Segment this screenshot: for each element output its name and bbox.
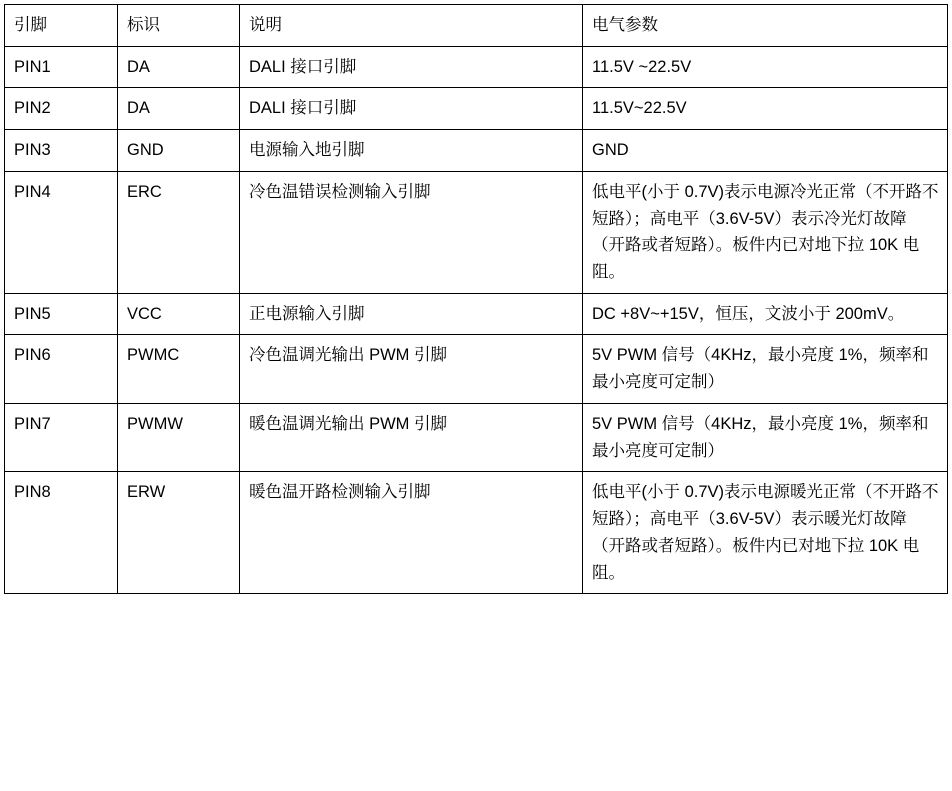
cell-description: 暖色温开路检测输入引脚 xyxy=(240,472,583,594)
cell-mark: ERW xyxy=(118,472,240,594)
cell-description: 电源输入地引脚 xyxy=(240,130,583,172)
cell-pin: PIN7 xyxy=(5,403,118,471)
table-row xyxy=(5,130,948,172)
cell-pin: PIN8 xyxy=(5,472,118,594)
table-row xyxy=(5,88,948,130)
cell-mark: ERC xyxy=(118,171,240,293)
cell-electrical: 低电平(小于 0.7V)表示电源冷光正常（不开路不短路）；高电平（3.6V-5V）表示冷光灯故障（开路或者短路）。板件内已对地下拉 10K 电阻。 xyxy=(583,171,948,293)
cell-electrical: GND xyxy=(583,130,948,172)
cell-electrical: 5V PWM 信号（4KHz，最小亮度 1%，频率和最小亮度可定制） xyxy=(583,335,948,403)
cell-description: 正电源输入引脚 xyxy=(240,293,583,335)
cell-mark: VCC xyxy=(118,293,240,335)
cell-electrical: 11.5V~22.5V xyxy=(583,88,948,130)
cell-pin: PIN1 xyxy=(5,46,118,88)
cell-mark: PWMC xyxy=(118,335,240,403)
column-header-pin: 引脚 xyxy=(5,5,118,47)
table-header-row xyxy=(5,5,948,47)
column-header-description: 说明 xyxy=(240,5,583,47)
table-row xyxy=(5,46,948,88)
table-row xyxy=(5,403,948,471)
column-header-electrical: 电气参数 xyxy=(583,5,948,47)
cell-electrical: DC +8V~+15V，恒压，文波小于 200mV。 xyxy=(583,293,948,335)
cell-mark: DA xyxy=(118,88,240,130)
column-header-mark: 标识 xyxy=(118,5,240,47)
table-row xyxy=(5,335,948,403)
cell-electrical: 5V PWM 信号（4KHz，最小亮度 1%，频率和最小亮度可定制） xyxy=(583,403,948,471)
cell-pin: PIN3 xyxy=(5,130,118,172)
cell-pin: PIN2 xyxy=(5,88,118,130)
cell-description: 暖色温调光输出 PWM 引脚 xyxy=(240,403,583,471)
cell-electrical: 低电平(小于 0.7V)表示电源暖光正常（不开路不短路）；高电平（3.6V-5V）表示暖光灯故障（开路或者短路）。板件内已对地下拉 10K 电阻。 xyxy=(583,472,948,594)
table-row xyxy=(5,293,948,335)
table-row xyxy=(5,171,948,293)
cell-pin: PIN4 xyxy=(5,171,118,293)
cell-mark: GND xyxy=(118,130,240,172)
cell-mark: DA xyxy=(118,46,240,88)
cell-mark: PWMW xyxy=(118,403,240,471)
cell-description: DALI 接口引脚 xyxy=(240,88,583,130)
cell-pin: PIN5 xyxy=(5,293,118,335)
table-row xyxy=(5,472,948,594)
pin-definition-table xyxy=(4,4,948,594)
cell-description: DALI 接口引脚 xyxy=(240,46,583,88)
cell-description: 冷色温调光输出 PWM 引脚 xyxy=(240,335,583,403)
cell-electrical: 11.5V ~22.5V xyxy=(583,46,948,88)
cell-pin: PIN6 xyxy=(5,335,118,403)
cell-description: 冷色温错误检测输入引脚 xyxy=(240,171,583,293)
